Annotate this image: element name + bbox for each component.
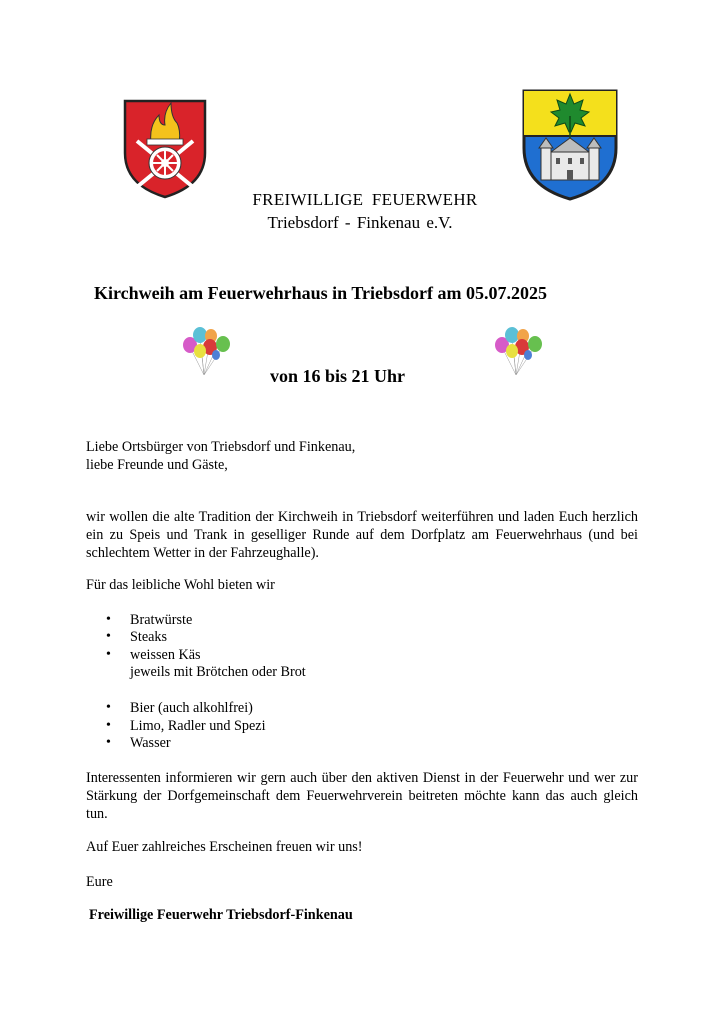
greeting-line-1: Liebe Ortsbürger von Triebsdorf und Finkenau, [86,439,356,455]
bullet: • [106,700,111,715]
municipal-coat-of-arms-icon [521,88,619,202]
closing-line: Auf Euer zahlreiches Erscheinen freuen wir uns! [86,839,363,855]
list-item: Wasser [130,735,171,751]
closing-eure: Eure [86,874,113,890]
fire-brigade-crest-icon [121,95,209,200]
list-item: Bier (auch alkohlfrei) [130,700,253,716]
balloons-icon [492,325,544,377]
event-title: Kirchweih am Feuerwehrhaus in Triebsdorf am 05.07.2025 [94,283,547,303]
event-time: von 16 bis 21 Uhr [269,366,406,386]
food-intro: Für das leibliche Wohl bieten wir [86,577,275,593]
bullet: • [106,612,111,627]
list-item: Steaks [130,629,168,645]
list-item: weissen Käs [130,647,201,663]
intro-paragraph: wir wollen die alte Tradition der Kirchweih in Triebsdorf weiterführen und laden Euch herzlich ein zu Speis und Trank in geselliger Runde auf dem Dorfplatz am Feuerwehrhaus (und bei schlechtem Wetter in der Fahrzeughalle). [86,509,638,561]
bullet: • [106,735,111,750]
signature: Freiwillige Feuerwehr Triebsdorf-Finkenau [89,907,353,923]
bullet: • [106,647,111,662]
list-item: Bratwürste [130,612,193,628]
bullet: • [106,629,111,644]
food-note: jeweils mit Brötchen oder Brot [130,664,306,680]
bullet: • [106,718,111,733]
balloons-icon [180,325,232,377]
organization-name: FREIWILLIGE FEUERWEHR [252,190,478,209]
membership-info: Interessenten informieren wir gern auch über den aktiven Dienst in der Feuerwehr und wer zur Stärkung der Dorfgemeinschaft dem Feuerwehrverein beitreten möchte kann das auch gleich tun. [86,770,638,822]
greeting-line-2: liebe Freunde und Gäste, [86,457,228,473]
list-item: Limo, Radler und Spezi [130,718,266,734]
organization-location: Triebsdorf - Finkenau e.V. [267,213,453,232]
